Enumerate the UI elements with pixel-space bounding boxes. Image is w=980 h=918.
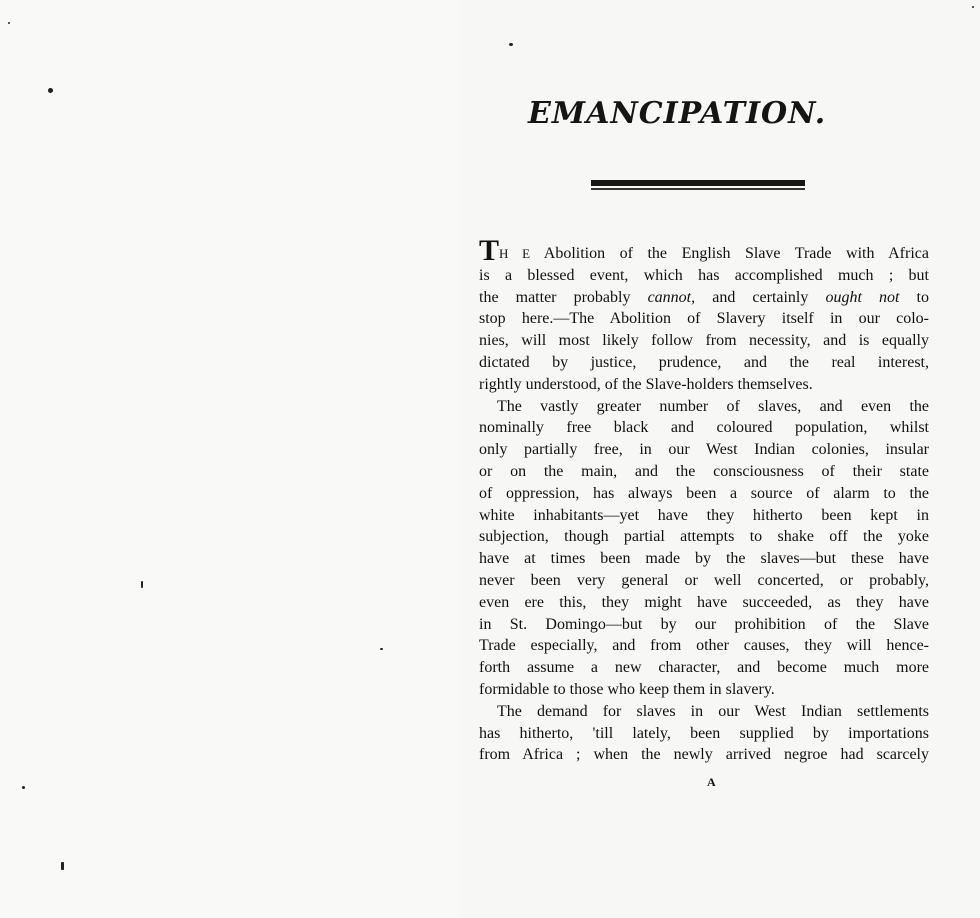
text-line: rightly understood, of the Slave-holders themselves. <box>479 375 813 393</box>
text-line: only partially free, in our West Indian colonies, insular <box>479 441 929 459</box>
ink-speck <box>380 648 383 650</box>
text-segment: to <box>899 288 930 306</box>
ink-speck <box>61 862 64 870</box>
text-line: has hitherto, 'till lately, been supplied by importations <box>479 724 929 742</box>
text-segment: and certainly <box>695 288 826 306</box>
text-line: subjection, though partial attempts to shake off the yoke <box>479 528 929 546</box>
text-line: white inhabitants—yet have they hitherto been kept in <box>479 506 929 524</box>
text-line: or on the main, and the consciousness of their state <box>479 462 929 480</box>
title-rule-thick <box>591 180 805 186</box>
ink-speck <box>48 88 53 93</box>
ink-speck <box>8 22 10 24</box>
text-line: dictated by justice, prudence, and the real interest, <box>479 353 929 371</box>
left-blank-page <box>0 0 460 918</box>
text-line: The demand for slaves in our West Indian settlements <box>497 702 929 720</box>
ink-speck <box>22 786 25 789</box>
italic-text: cannot, <box>647 288 696 306</box>
text-line: of oppression, has always been a source of alarm to the <box>479 484 929 502</box>
text-line: nominally free black and coloured population, whilst <box>479 419 929 437</box>
text-line: never been very general or well concerted, or probably, <box>479 571 929 589</box>
ink-speck <box>972 6 974 8</box>
text-line: in St. Domingo—but by our prohibition of the Slave <box>479 615 929 633</box>
italic-text: ought not <box>825 288 900 306</box>
text-line: stop here.—The Abolition of Slavery itself in our colo- <box>479 310 929 328</box>
body-text <box>479 234 930 766</box>
text-line: even ere this, they might have succeeded, as they have <box>479 593 929 611</box>
text-line <box>479 287 929 309</box>
text-line: is a blessed event, which has accomplished much ; but <box>479 266 929 284</box>
text-line <box>479 234 929 267</box>
text-line-content: Abolition of the English Slave Trade with Africa <box>530 245 929 262</box>
text-line: from Africa ; when the newly arrived negroe had scarcely <box>479 746 929 764</box>
text-line: have at times been made by the slaves—but these have <box>479 550 929 568</box>
ink-speck <box>509 43 513 46</box>
text-line: nies, will most likely follow from necessity, and is equally <box>479 332 929 350</box>
text-line: forth assume a new character, and become much more <box>479 659 929 677</box>
signature-mark: A <box>707 775 716 789</box>
page-title: EMANCIPATION. <box>528 96 827 131</box>
title-rule <box>591 180 805 190</box>
ink-speck <box>141 581 143 588</box>
title-rule-thin <box>591 188 805 190</box>
drop-cap: T <box>479 234 500 267</box>
text-line: The vastly greater number of slaves, and even the <box>497 397 929 415</box>
text-line: formidable to those who keep them in slavery. <box>479 680 775 698</box>
small-caps: H E <box>499 246 531 261</box>
text-line: Trade especially, and from other causes, they will hence- <box>479 637 929 655</box>
text-segment: the matter probably <box>479 288 648 306</box>
